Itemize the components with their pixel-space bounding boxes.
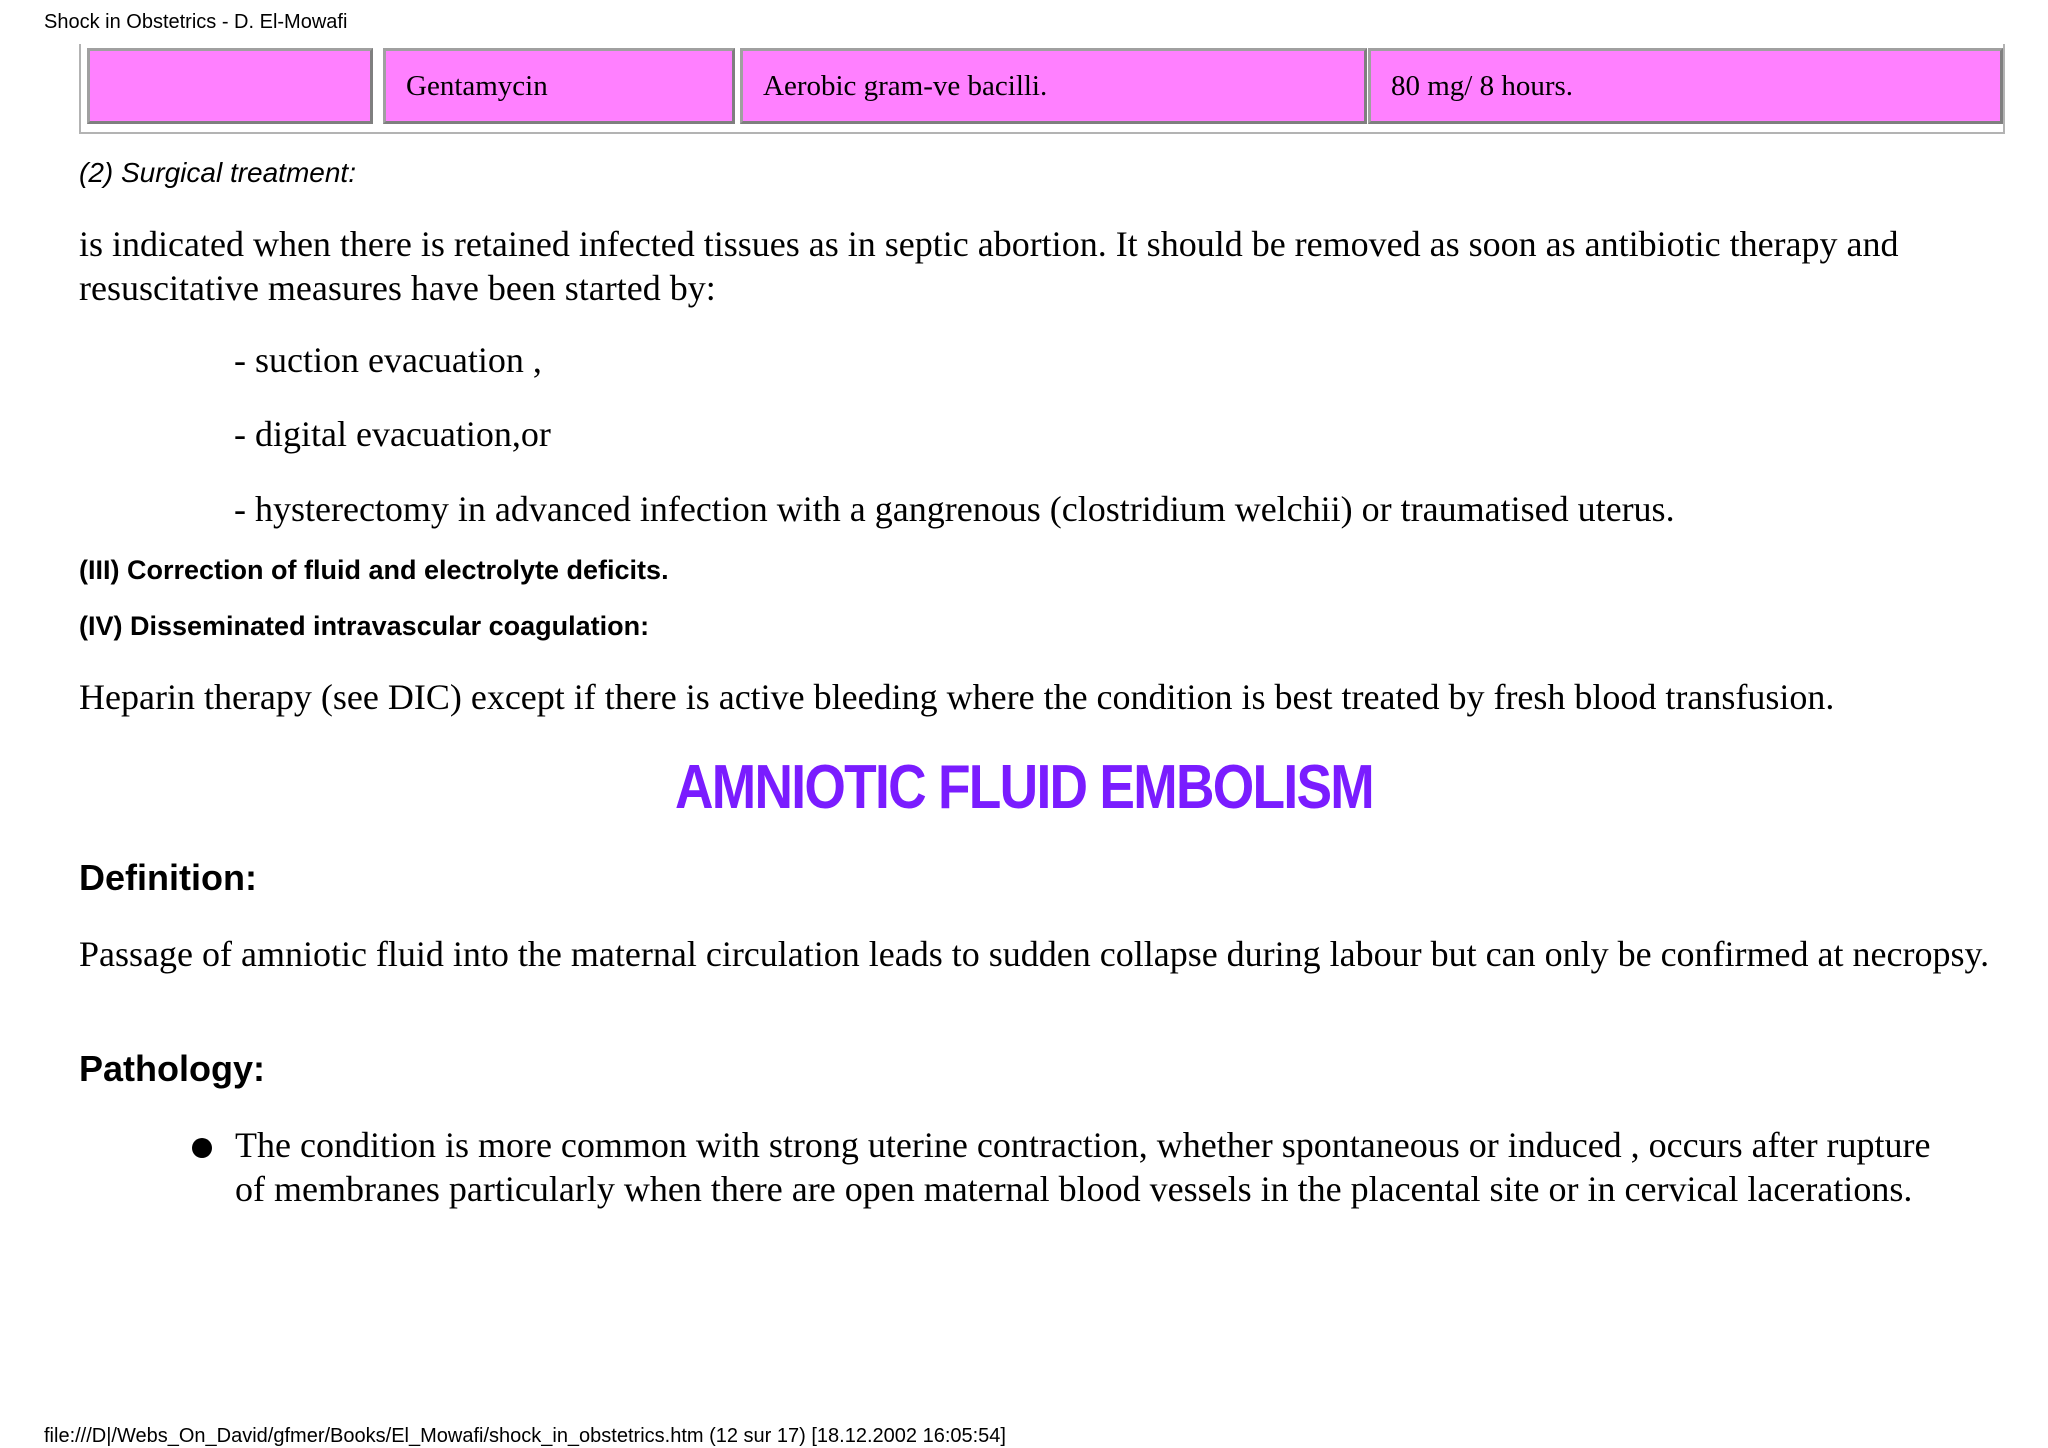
- table-row: [85, 48, 1999, 124]
- list-item: - digital evacuation,or: [234, 414, 551, 454]
- pathology-bullet-text: The condition is more common with strong uterine contraction, whether spontaneous or induced , occurs after rupture of membranes particularly when there are open maternal blood vessels in the placental site or in cervical lacerations.: [235, 1125, 1931, 1209]
- surgical-treatment-heading: (2) Surgical treatment:: [79, 157, 356, 188]
- correction-heading: (III) Correction of fluid and electrolyte deficits.: [79, 555, 669, 585]
- surgical-treatment-text: is indicated when there is retained infected tissues as in septic abortion. It should be removed as soon as antibiotic therapy and resuscitative measures have been started by:: [79, 224, 1899, 308]
- table-cell-organism: Aerobic gram-ve bacilli.: [740, 48, 1367, 124]
- section-title: AMNIOTIC FLUID EMBOLISM: [675, 753, 1373, 822]
- table-cell-drug: Gentamycin: [383, 48, 735, 124]
- bullet-icon: [192, 1138, 212, 1158]
- pathology-heading: Pathology:: [79, 1048, 265, 1089]
- dic-text: Heparin therapy (see DIC) except if there is active bleeding where the condition is best treated by fresh blood transfusion.: [79, 677, 1835, 717]
- table-cell-empty: [87, 48, 373, 124]
- table-cell-dose: 80 mg/ 8 hours.: [1368, 48, 2003, 124]
- dic-heading: (IV) Disseminated intravascular coagulation:: [79, 611, 650, 641]
- definition-text: Passage of amniotic fluid into the maternal circulation leads to sudden collapse during labour but can only be confirmed at necropsy.: [79, 934, 1990, 974]
- page-header-title: Shock in Obstetrics - D. El-Mowafi: [44, 11, 348, 33]
- footer-file-path: file:///D|/Webs_On_David/gfmer/Books/El_Mowafi/shock_in_obstetrics.htm (12 sur 17) [18.12.2002 16:05:54]: [44, 1425, 1006, 1447]
- definition-heading: Definition:: [79, 857, 257, 898]
- antibiotic-table: [79, 44, 2005, 134]
- list-item: - hysterectomy in advanced infection with a gangrenous (clostridium welchii) or traumatised uterus.: [234, 489, 1675, 529]
- list-item: - suction evacuation ,: [234, 340, 542, 380]
